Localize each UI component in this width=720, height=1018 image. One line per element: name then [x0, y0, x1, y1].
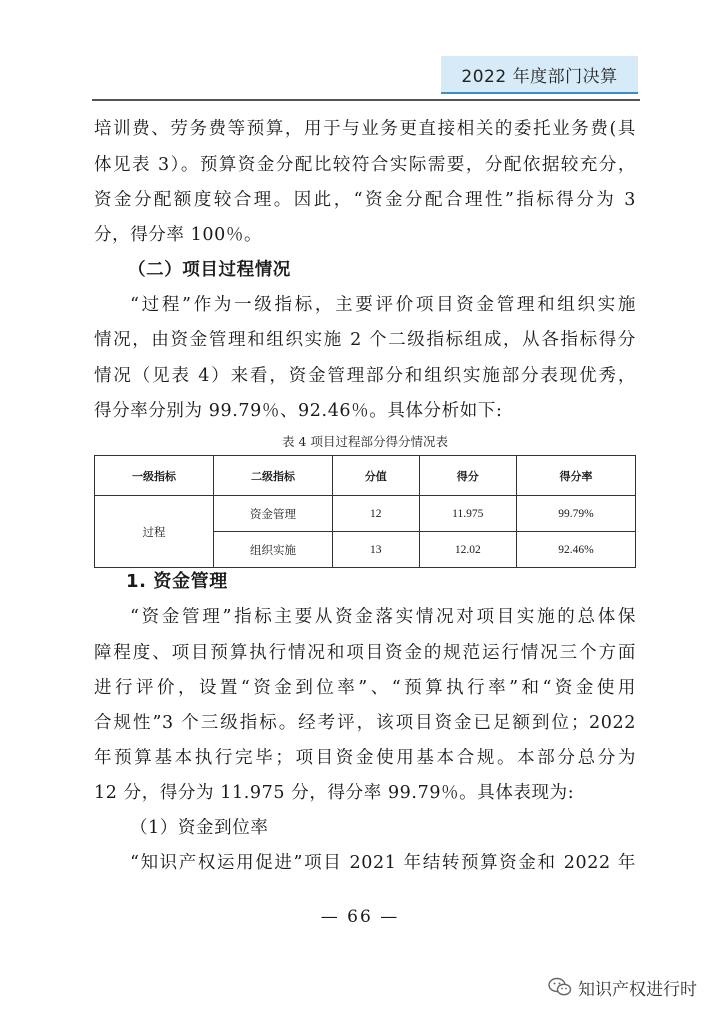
table-header-cell: 分值 — [333, 456, 420, 496]
paragraph-line: 12 分，得分为 11.975 分，得分率 99.79％。具体表现为: — [94, 783, 575, 803]
paragraph-line: 情况，由资金管理和组织实施 2 个二级指标组成，从各指标得分 — [94, 330, 636, 350]
paragraph-line: 资金分配额度较合理。因此，“资金分配合理性”指标得分为 3 — [94, 190, 636, 210]
table-cell: 11.975 — [419, 496, 516, 532]
table-cell: 组织实施 — [214, 532, 333, 568]
table-cell: 92.46% — [516, 532, 635, 568]
paragraph-line: 合规性”3 个三级指标。经考评，该项目资金已足额到位；2022 — [94, 713, 636, 733]
header-rule — [92, 99, 640, 101]
table-header-cell: 二级指标 — [214, 456, 333, 496]
paragraph-line: 进行评价，设置“资金到位率”、“预算执行率”和“资金使用 — [94, 678, 636, 698]
watermark — [548, 972, 697, 1002]
paragraph-line: 障程度、项目预算执行情况和项目资金的规范运行情况三个方面 — [94, 643, 636, 663]
paragraph-line: 体见表 3）。预算资金分配比较符合实际需要，分配依据较充分， — [94, 155, 636, 175]
page-number: — 66 — — [320, 907, 400, 927]
table-header-cell: 得分 — [419, 456, 516, 496]
subsection-heading: 1. 资金管理 — [126, 571, 228, 592]
score-table — [94, 455, 636, 568]
paragraph-line: “资金管理”指标主要从资金落实情况对项目实施的总体保 — [130, 607, 636, 627]
table-header-cell: 一级指标 — [95, 456, 214, 496]
table-cell: 99.79% — [516, 496, 635, 532]
paragraph-line: “知识产权运用促进”项目 2021 年结转预算资金和 2022 年 — [130, 853, 636, 873]
watermark-text: 知识产权进行时 — [578, 979, 697, 1000]
paragraph-line: 得分率分别为 99.79％、92.46％。具体分析如下: — [94, 401, 503, 421]
subsection-heading: （1）资金到位率 — [130, 818, 269, 838]
paragraph-line: 年预算基本执行完毕；项目资金使用基本合规。本部分总分为 — [94, 748, 636, 768]
table-caption: 表 4 项目过程部分得分情况表 — [282, 434, 448, 449]
paragraph-line: 培训费、劳务费等预算，用于与业务更直接相关的委托业务费(具 — [94, 119, 636, 139]
table-row — [95, 496, 636, 532]
wechat-icon — [548, 977, 572, 997]
paragraph-line: “过程”作为一级指标，主要评价项目资金管理和组织实施 — [130, 295, 636, 315]
table-cell: 12.02 — [419, 532, 516, 568]
table-cell-group: 过程 — [95, 496, 214, 568]
section-heading: （二）项目过程情况 — [128, 260, 291, 280]
running-header — [441, 56, 638, 94]
paragraph-line: 分，得分率 100％。 — [94, 225, 263, 245]
paragraph-line: 情况（见表 4）来看，资金管理部分和组织实施部分表现优秀， — [94, 366, 636, 386]
table-cell: 资金管理 — [214, 496, 333, 532]
table-cell: 13 — [333, 532, 420, 568]
table-header-cell: 得分率 — [516, 456, 635, 496]
running-header-title: 2022 年度部门决算 — [461, 67, 618, 87]
table-header-row — [95, 456, 636, 496]
table-cell: 12 — [333, 496, 420, 532]
